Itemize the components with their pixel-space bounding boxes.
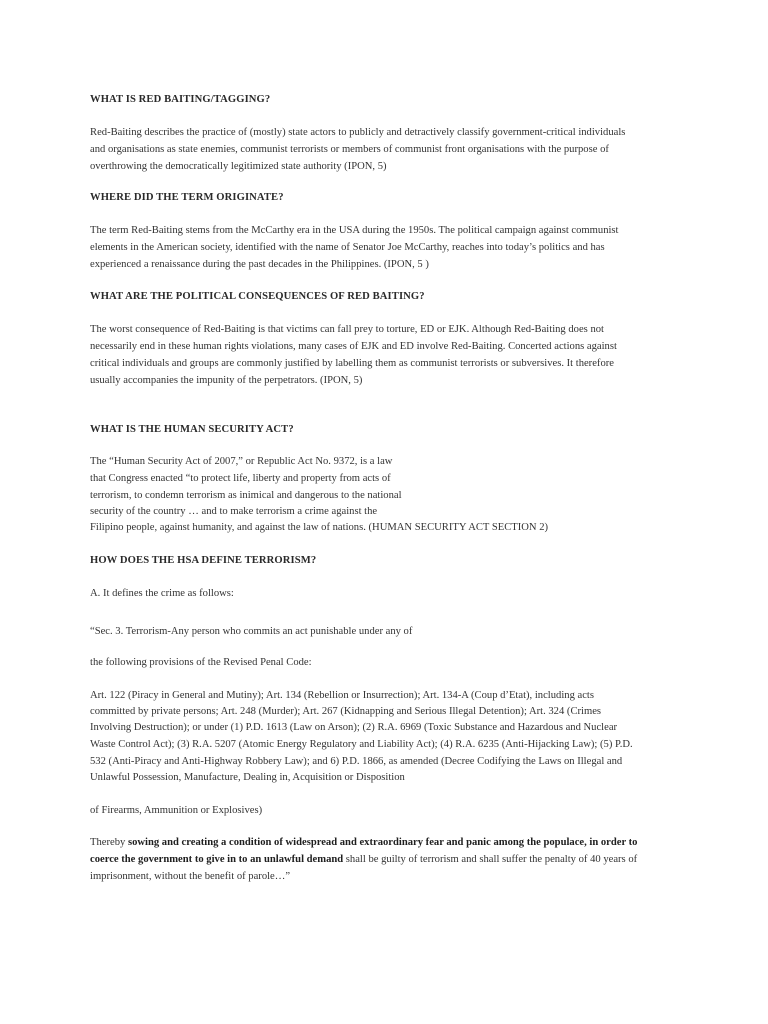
paragraph-line: overthrowing the democratically legitimized state authority (IPON, 5) (90, 161, 387, 172)
paragraph-line: experienced a renaissance during the past decades in the Philippines. (IPON, 5 ) (90, 259, 429, 270)
articles-line: committed by private persons; Art. 248 (Murder); Art. 267 (Kidnapping and Serious Illegal Detention); Art. 324 (Crimes (90, 706, 602, 717)
thereby-lead-text: Thereby (90, 837, 128, 848)
quote-line: the following provisions of the Revised Penal Code: (90, 657, 312, 668)
paragraph-line: terrorism, to condemn terrorism as inimical and dangerous to the national (90, 490, 402, 501)
heading-term-origin: WHERE DID THE TERM ORIGINATE? (90, 192, 284, 203)
articles-line: Art. 122 (Piracy in General and Mutiny); Art. 134 (Rebellion or Insurrection); Art. 134-A (Coup d’Etat), including acts (90, 690, 594, 701)
paragraph-line: The “Human Security Act of 2007,” or Republic Act No. 9372, is a law (90, 456, 393, 467)
firearms-line: of Firearms, Ammunition or Explosives) (90, 805, 263, 816)
paragraph-line: The worst consequence of Red-Baiting is that victims can fall prey to torture, ED or EJK. Although Red-Baiting does not (90, 324, 604, 335)
paragraph-line: that Congress enacted “to protect life, liberty and property from acts of (90, 473, 391, 484)
thereby-bold-text: coerce the government to give in to an unlawful demand (90, 854, 344, 865)
thereby-rest-text: shall be guilty of terrorism and shall suffer the penalty of 40 years of (343, 854, 638, 865)
articles-line: Waste Control Act); (3) R.A. 5207 (Atomic Energy Regulatory and Liability Act); (4) R.A. 6235 (Anti-Hijacking Law); (5) P.D. (90, 739, 633, 750)
heading-human-security-act: WHAT IS THE HUMAN SECURITY ACT? (90, 424, 294, 435)
thereby-line: imprisonment, without the benefit of parole…” (90, 871, 291, 882)
intro-line: A. It defines the crime as follows: (90, 588, 234, 599)
thereby-line (90, 854, 637, 865)
paragraph-line: critical individuals and groups are commonly justified by labelling them as communist terrorists or subversives. It therefore (90, 358, 614, 369)
articles-line: Involving Destruction); or under (1) P.D. 1613 (Law on Arson); (2) R.A. 6969 (Toxic Substance and Hazardous and Nuclear (90, 722, 618, 733)
paragraph-line: Red-Baiting describes the practice of (mostly) state actors to publicly and detractively classify government-critical individuals (90, 127, 626, 138)
thereby-line (90, 837, 637, 848)
paragraph-line: Filipino people, against humanity, and against the law of nations. (HUMAN SECURITY ACT SECTION 2) (90, 522, 549, 533)
paragraph-line: and organisations as state enemies, communist terrorists or members of communist front organisations with the purpose of (90, 144, 609, 155)
paragraph-line: The term Red-Baiting stems from the McCarthy era in the USA during the 1950s. The political campaign against communist (90, 225, 619, 236)
paragraph-line: usually accompanies the impunity of the perpetrators. (IPON, 5) (90, 375, 363, 386)
articles-line: Unlawful Possession, Manufacture, Dealing in, Acquisition or Disposition (90, 772, 405, 783)
paragraph-line: necessarily end in these human rights violations, many cases of EJK and ED involve Red-Baiting. Concerted actions against (90, 341, 617, 352)
heading-political-consequences: WHAT ARE THE POLITICAL CONSEQUENCES OF RED BAITING? (90, 291, 425, 302)
heading-red-baiting: WHAT IS RED BAITING/TAGGING? (90, 94, 271, 105)
quote-line: “Sec. 3. Terrorism-Any person who commits an act punishable under any of (90, 626, 413, 637)
articles-line: 532 (Anti-Piracy and Anti-Highway Robbery Law); and 6) P.D. 1866, as amended (Decree Codifying the Laws on Illegal and (90, 756, 623, 767)
paragraph-line: security of the country … and to make terrorism a crime against the (90, 506, 378, 517)
paragraph-line: elements in the American society, identified with the name of Senator Joe McCarthy, reaches into today’s politics and has (90, 242, 605, 253)
heading-hsa-define-terrorism: HOW DOES THE HSA DEFINE TERRORISM? (90, 555, 317, 566)
thereby-bold-text: sowing and creating a condition of widespread and extraordinary fear and panic among the populace, in order to (127, 837, 638, 848)
